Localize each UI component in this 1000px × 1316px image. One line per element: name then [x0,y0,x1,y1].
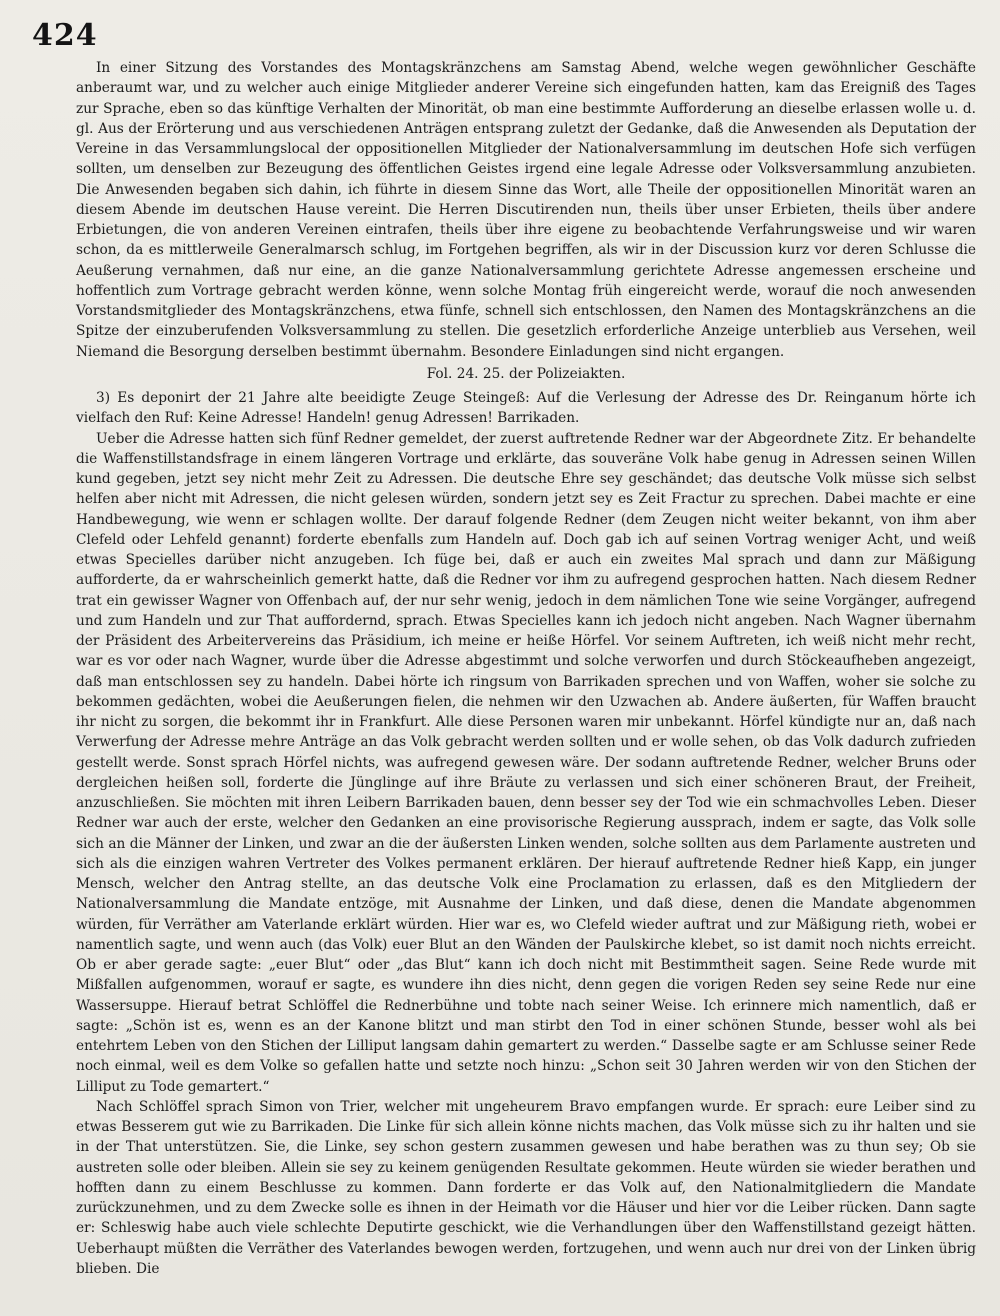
paragraph-testimony-steingess: 3) Es deponirt der 21 Jahre alte beeidigte Zeuge Steingeß: Auf die Verlesung der Adresse des Dr. Reinganum hörte ich vielfach den Ruf: Keine Adresse! Handeln! genug Adressen! Barrikaden. [76,390,976,427]
page-number: 424 [32,18,98,53]
folio-heading: Fol. 24. 25. der Polizeiakten. [426,365,626,382]
body-text [76,58,976,1279]
paragraph-speakers: Ueber die Adresse hatten sich fünf Redner gemeldet, der zuerst auftretende Redner war der Abgeordnete Zitz. Er behandelte die Waffenstillstandsfrage in einem längeren Vortrage und erklärte, das souveräne Volk habe genug in Adressen seinen Willen kund gegeben, jetzt sey nicht mehr Zeit zu Adressen. Die deutsche Ehre sey geschändet; das deutsche Volk müsse sich selbst helfen aber nicht mit Adressen, die nicht gelesen würden, sondern jetzt sey es Zeit Fractur zu sprechen. Dabei machte er eine Handbewegung, wie wenn er schlagen wollte. Der darauf folgende Redner (dem Zeugen nicht weiter bekannt, von ihm aber Clefeld oder Lehfeld genannt) forderte ebenfalls zum Handeln auf. Doch gab ich auf seinen Vortrag weniger Acht, und weiß etwas Specielles darüber nicht anzugeben. Ich füge bei, daß er auch ein zweites Mal sprach und dann zur Mäßigung aufforderte, da er wahrscheinlich gemerkt hatte, daß die Redner vor ihm zu aufregend gesprochen hatten. Nach diesem Redner trat ein gewisser Wagner von Offenbach auf, der nur sehr wenig, jedoch in dem nämlichen Tone wie seine Vorgänger, aufregend und zum Handeln und zur That auffordernd, sprach. Etwas Specielles kann ich jedoch nicht angeben. Nach Wagner übernahm der Präsident des Arbeitervereins das Präsidium, ich meine er heiße Hörfel. Vor seinem Auftreten, ich weiß nicht mehr recht, war es vor oder nach Wagner, wurde über die Adresse abgestimmt und solche verworfen und durch Stöckeaufheben angezeigt, daß man entschlossen sey zu handeln. Dabei hörte ich ringsum von Barrikaden sprechen und von Waffen, woher sie solche zu bekommen gedächten, wobei die Aeußerungen fielen, die nehmen wir den Uzwachen ab. Andere äußerten, für Waffen braucht ihr nicht zu sorgen, die bekommt ihr in Frankfurt. Alle diese Personen waren mir unbekannt. Hörfel kündigte nur an, daß nach Verwerfung der Adresse mehre Anträge an das Volk gebracht werden sollten und er wolle sehen, ob das Volk dadurch zufrieden gestellt werde. Sonst sprach Hörfel nichts, was aufregend gewesen wäre. Der sodann auftretende Redner, welcher Bruns oder dergleichen heißen soll, forderte die Jünglinge auf ihre Bräute zu verlassen und sich einer schöneren Braut, der Freiheit, anzuschließen. Sie möchten mit ihren Leibern Barrikaden bauen, denn besser sey der Tod wie ein schmachvolles Leben. Dieser Redner war auch der erste, welcher den Gedanken an eine provisorische Regierung aussprach, indem er sagte, das Volk solle sich an die Männer der Linken, und zwar an die der äußersten Linken wenden, solche sollten aus dem Parlamente austreten und sich als die einzigen wahren Vertreter des Volkes permanent erklären. Der hierauf auftretende Redner hieß Kapp, ein junger Mensch, welcher den Antrag stellte, an das deutsche Volk eine Proclamation zu erlassen, daß es den Mitgliedern der Nationalversammlung die Mandate entzöge, mit Ausnahme der Linken, und daß diese, denen die Mandate abgenommen würden, für Verräther am Vaterlande erklärt würden. Hier war es, wo Clefeld wieder auftrat und zur Mäßigung rieth, wobei er namentlich sagte, und wenn auch (das Volk) euer Blut an den Wänden der Paulskirche klebet, so ist damit noch nichts erreicht. Ob er aber gerade sagte: „euer Blut“ oder „das Blut“ kann ich doch nicht mit Bestimmtheit sagen. Seine Rede wurde mit Mißfallen aufgenommen, worauf er sagte, es wundere ihn dies nicht, denn gegen die vorigen Reden sey seine Rede nur eine Wassersuppe. Hierauf betrat Schlöffel die Rednerbühne und tobte nach seiner Weise. Ich erinnere mich namentlich, daß er sagte: „Schön ist es, wenn es an der Kanone blitzt und man stirbt den Tod in einer schönen Stunde, besser wohl als bei entehrtem Leben von den Stichen der Lilliput langsam dahin gemartert zu werden.“ Dasselbe sagte er am Schlusse seiner Rede noch einmal, weil es dem Volke so gefallen hatte und setzte noch hinzu: „Schon seit 30 Jahren werden wir von den Stichen der Lilliput zu Tode gemartert.“ [76,430,976,1095]
paragraph-simon-von-trier: Nach Schlöffel sprach Simon von Trier, welcher mit ungeheurem Bravo empfangen wurde. Er sprach: eure Leiber sind zu etwas Besserem gut wie zu Barrikaden. Die Linke für sich allein könne nichts machen, das Volk müsse sich zu ihr halten und sie in der That unterstützen. Sie, die Linke, sey schon gestern zusammen gewesen und habe berathen was zu thun sey; Ob sie austreten solle oder bleiben. Allein sie sey zu keinem genügenden Resultate gekommen. Heute würden sie wieder berathen und hofften dann zu einem Beschlusse zu kommen. Dann forderte er das Volk auf, den Nationalmitgliedern die Mandate zurückzunehmen, und zu dem Zwecke solle es ihnen in der Heimath vor die Häuser und hier vor die Leiber rücken. Dann sagte er: Schleswig habe auch viele schlechte Deputirte geschickt, wie die Verhandlungen über den Waffenstillstand gezeigt hätten. Ueberhaupt müßten die Verräther des Vaterlandes bewogen werden, fortzugehen, und wenn auch nur drei von der Linken übrig blieben. Die [76,1098,976,1277]
paragraph-montagskraenzchen: In einer Sitzung des Vorstandes des Montagskränzchens am Samstag Abend, welche wegen gewöhnlicher Geschäfte anberaumt war, und zu welcher auch einige Mitglieder anderer Vereine sich eingefunden hatten, kam das Ereigniß des Tages zur Sprache, eben so das künftige Verhalten der Minorität, ob man eine bestimmte Aufforderung an dieselbe erlassen wolle u. d. gl. Aus der Erörterung und aus verschiedenen Anträgen entsprang zuletzt der Gedanke, daß die Anwesenden als Deputation der Vereine in das Versammlungslocal der oppositionellen Mitglieder der Nationalversammlung im deutschen Hofe sich verfügen sollten, um denselben zur Bezeugung des öffentlichen Geistes irgend eine legale Adresse oder Volksversammlung anzubieten. Die Anwesenden begaben sich dahin, ich führte in diesem Sinne das Wort, alle Theile der oppositionellen Minorität waren an diesem Abende im deutschen Hause vereint. Die Herren Discutirenden nun, theils über unser Erbieten, theils über andere Erbietungen, die von anderen Vereinen eintrafen, theils über ihre eigene zu beobachtende Verfahrungsweise und wir waren schon, da es mittlerweile Generalmarsch schlug, im Fortgehen begriffen, als wir in der Discussion kurz vor deren Schlusse die Aeußerung vernahmen, daß nur eine, an die ganze Nationalversammlung gerichtete Adresse angemessen erscheine und hoffentlich zum Vortrage gebracht werden könne, wenn solche Montag früh eingereicht werde, worauf die noch anwesenden Vorstandsmitglieder des Montagskränzchens, etwa fünfe, schnell sich entschlossen, den Namen des Montagskränzchens an die Spitze der einzuberufenden Volksversammlung zu stellen. Die gesetzlich erforderliche Anzeige unterblieb aus Versehen, weil Niemand die Besorgung derselben bestimmt übernahm. Besondere Einladungen sind nicht ergangen. [76,60,976,360]
